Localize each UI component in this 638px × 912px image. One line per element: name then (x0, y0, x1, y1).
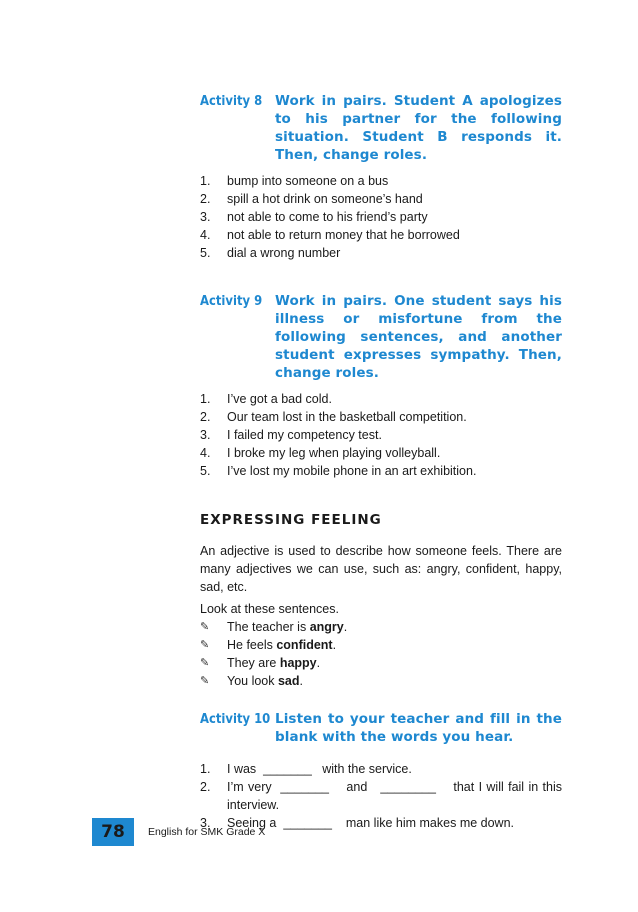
page-content (200, 92, 562, 832)
blank-line: _______ (280, 780, 330, 794)
list-item: ✎ They are happy. (200, 656, 321, 670)
item-text: I’ve lost my mobile phone in an art exhibition. (227, 464, 477, 478)
list-item (200, 426, 562, 444)
item-text: dial a wrong number (227, 246, 341, 260)
list-item (200, 462, 562, 480)
list-item (200, 172, 562, 190)
section-paragraph: An adjective is used to describe how someone feels. There are many adjectives we can use, such as: angry, confident, happy, sad, etc. (200, 544, 562, 594)
item-text: not able to return money that he borrowed (227, 228, 460, 242)
item-number: 2. (200, 410, 211, 424)
item-text: spill a hot drink on someone’s hand (227, 192, 423, 206)
section-heading: EXPRESSING FEELING (200, 512, 382, 528)
list-item: ✎ The teacher is angry. (200, 620, 348, 634)
page-number: 78 (92, 818, 134, 846)
activity-8-list (200, 172, 562, 262)
blank-line: _______ (263, 762, 312, 776)
activity-10-header (200, 710, 562, 746)
item-number: 2. (200, 780, 211, 794)
item-number: 1. (200, 392, 211, 406)
list-item (200, 408, 562, 426)
item-number: 1. (200, 762, 211, 776)
activity-9-instruction: Work in pairs. One student says his illness or misfortune from the following sentences, and another student expresses sympathy. Then, change roles. (275, 293, 562, 381)
list-item: 1. I was _______ with the service. (200, 762, 412, 776)
activity-8-instruction: Work in pairs. Student A apologizes to his partner for the following situation. Student B responds it. Then, change roles. (275, 93, 562, 163)
list-item (200, 190, 562, 208)
item-number: 4. (200, 446, 211, 460)
item-text: bump into someone on a bus (227, 174, 389, 188)
activity-8-header (200, 92, 562, 164)
blank-line: _______ (283, 816, 332, 830)
item-number: 4. (200, 228, 211, 242)
list-item: 2. I’m very _______ and ________ that I will fail in this interview. (200, 780, 562, 812)
list-item: 3. Seeing a _______ man like him makes me down. (200, 816, 515, 830)
item-number: 5. (200, 246, 211, 260)
list-item (200, 226, 562, 244)
item-number: 5. (200, 464, 211, 478)
activity-9-header (200, 292, 562, 382)
blank-line: ________ (380, 780, 436, 794)
activity-10-instruction: Listen to your teacher and fill in the blank with the words you hear. (275, 711, 562, 745)
pencil-icon: ✎ (200, 675, 210, 687)
activity-10-label: Activity 10 (200, 711, 271, 727)
item-text: I broke my leg when playing volleyball. (227, 446, 441, 460)
item-text: I failed my competency test. (227, 428, 382, 442)
list-item: ✎ He feels confident. (200, 638, 337, 652)
item-number: 1. (200, 174, 211, 188)
item-text: not able to come to his friend’s party (227, 210, 428, 224)
item-number: 3. (200, 816, 211, 830)
item-number: 2. (200, 192, 211, 206)
activity-8-label: Activity 8 (200, 93, 263, 109)
examples-list (200, 618, 562, 690)
list-item (200, 444, 562, 462)
pencil-icon: ✎ (200, 657, 210, 669)
item-number: 3. (200, 428, 211, 442)
list-item (200, 390, 562, 408)
pencil-icon: ✎ (200, 639, 210, 651)
list-item (200, 244, 562, 262)
book-title: English for SMK Grade X (148, 826, 266, 838)
item-text: Our team lost in the basketball competition. (227, 410, 467, 424)
item-number: 3. (200, 210, 211, 224)
activity-9-label: Activity 9 (200, 293, 263, 309)
pencil-icon: ✎ (200, 621, 210, 633)
page-footer (92, 818, 265, 846)
list-item (200, 208, 562, 226)
examples-intro: Look at these sentences. (200, 602, 339, 616)
item-text: I’ve got a bad cold. (227, 392, 332, 406)
list-item: ✎ You look sad. (200, 674, 304, 688)
activity-9-list (200, 390, 562, 480)
